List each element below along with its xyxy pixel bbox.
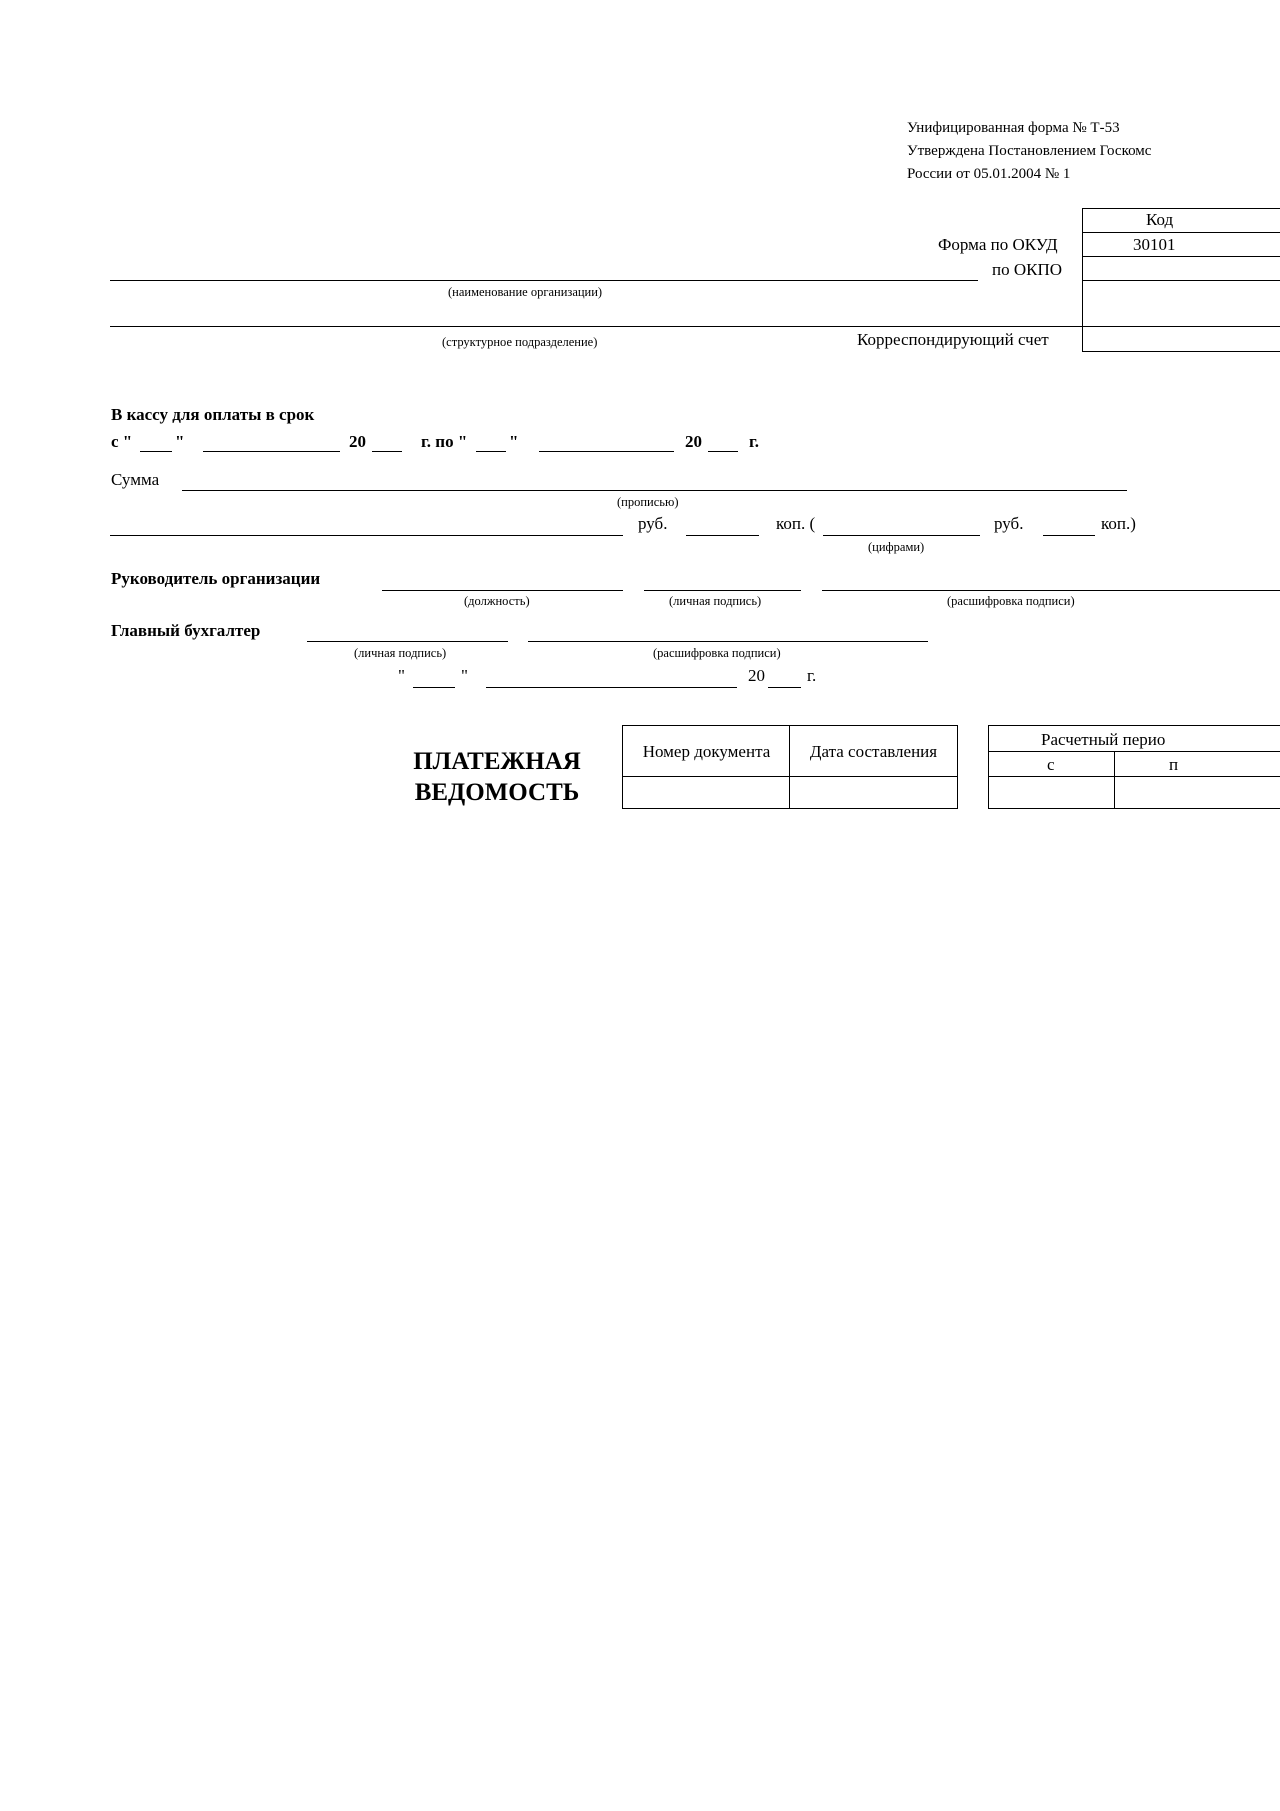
to-year-field[interactable] xyxy=(708,451,738,452)
from-date-prefix: с " xyxy=(111,432,133,451)
codes-row-divider xyxy=(1082,326,1280,327)
head-signature-caption: (личная подпись) xyxy=(669,594,762,608)
head-label: Руководитель организации xyxy=(111,569,321,588)
from-day-quote: " xyxy=(175,432,185,451)
accountant-signature-field[interactable] xyxy=(307,641,508,642)
form-number-line: Унифицированная форма № Т-53 xyxy=(907,120,1120,136)
sum-label: Сумма xyxy=(111,470,160,489)
codes-row-divider xyxy=(1082,256,1280,257)
period-header: Расчетный перио xyxy=(1041,730,1166,749)
sum-digits-rub-field[interactable] xyxy=(823,535,980,536)
period-to-header: п xyxy=(1169,755,1179,774)
codes-row-divider xyxy=(1082,280,1280,281)
head-position-field[interactable] xyxy=(382,590,623,591)
accountant-decode-field[interactable] xyxy=(528,641,928,642)
period-table-bottom-border xyxy=(988,808,1280,809)
corr-account-label: Корреспондирующий счет xyxy=(857,330,1049,349)
period-table-left-border xyxy=(988,725,989,809)
approval-date-line: России от 05.01.2004 № 1 xyxy=(907,166,1071,182)
to-year-prefix: 20 xyxy=(685,432,702,451)
document-number-header: Номер документа xyxy=(642,742,771,761)
accountant-signature-caption: (личная подпись) xyxy=(354,646,447,660)
head-decode-caption: (расшифровка подписи) xyxy=(947,594,1075,608)
accountant-label: Главный бухгалтер xyxy=(111,621,261,640)
document-date-cell[interactable] xyxy=(791,778,957,807)
to-day-field[interactable] xyxy=(476,451,506,452)
period-from-cell[interactable] xyxy=(990,778,1112,807)
to-month-field[interactable] xyxy=(539,451,674,452)
sum-words-continuation-field[interactable] xyxy=(110,535,623,536)
payment-term-heading: В кассу для оплаты в срок xyxy=(111,405,315,424)
period-table-mid-border xyxy=(988,751,1280,752)
period-table-divider xyxy=(1114,751,1115,809)
codes-table-top-border xyxy=(1082,208,1280,209)
period-to-cell[interactable] xyxy=(1116,778,1280,807)
document-table-divider xyxy=(789,725,790,809)
to-date-prefix: г. по " xyxy=(421,432,468,451)
date-quote-close: " xyxy=(461,666,468,685)
accountant-decode-caption: (расшифровка подписи) xyxy=(653,646,781,660)
sum-digits-kop-field[interactable] xyxy=(1043,535,1095,536)
document-table-row-divider xyxy=(622,776,958,777)
sum-digits-caption: (цифрами) xyxy=(868,540,925,554)
sum-digits-rub-label: руб. xyxy=(994,514,1024,533)
sum-words-caption: (прописью) xyxy=(617,495,679,509)
head-position-caption: (должность) xyxy=(464,594,530,608)
sum-rub-label: руб. xyxy=(638,514,668,533)
document-title-line2: ВЕДОМОСТЬ xyxy=(414,779,580,807)
sum-kop-open-label: коп. ( xyxy=(776,514,816,533)
sum-words-field[interactable] xyxy=(182,490,1127,491)
approval-line: Утверждена Постановлением Госкомс xyxy=(907,143,1152,159)
period-table-row-divider xyxy=(988,776,1280,777)
period-table-top-border xyxy=(988,725,1280,726)
date-month-field[interactable] xyxy=(486,687,737,688)
head-decode-field[interactable] xyxy=(822,590,1280,591)
sum-kop-field[interactable] xyxy=(686,535,759,536)
document-title xyxy=(392,746,602,809)
date-year-field[interactable] xyxy=(768,687,801,688)
date-year-prefix: 20 xyxy=(748,666,765,685)
codes-row-divider xyxy=(1082,232,1280,233)
okud-code-value: 30101 xyxy=(1133,235,1176,254)
date-year-suffix: г. xyxy=(807,666,817,685)
document-title-line1: ПЛАТЕЖНАЯ xyxy=(413,748,581,775)
document-number-cell[interactable] xyxy=(624,778,788,807)
date-day-field[interactable] xyxy=(413,687,455,688)
from-year-field[interactable] xyxy=(372,451,402,452)
document-date-header: Дата составления xyxy=(809,742,938,761)
codes-column-title: Код xyxy=(1146,210,1174,229)
from-day-field[interactable] xyxy=(140,451,172,452)
date-quote-open: " xyxy=(398,666,405,685)
organization-name-caption: (наименование организации) xyxy=(448,285,603,299)
okud-label: Форма по ОКУД xyxy=(938,235,1058,254)
from-year-prefix: 20 xyxy=(349,432,366,451)
division-line[interactable] xyxy=(110,326,1082,327)
from-month-field[interactable] xyxy=(203,451,340,452)
period-from-header: с xyxy=(1047,755,1055,774)
head-signature-field[interactable] xyxy=(644,590,801,591)
to-year-suffix: г. xyxy=(749,432,760,451)
to-day-quote: " xyxy=(509,432,519,451)
okpo-label: по ОКПО xyxy=(992,260,1063,279)
organization-name-line[interactable] xyxy=(110,280,978,281)
codes-row-divider xyxy=(1082,351,1280,352)
division-caption: (структурное подразделение) xyxy=(442,335,598,349)
sum-kop-close-label: коп.) xyxy=(1101,514,1136,533)
